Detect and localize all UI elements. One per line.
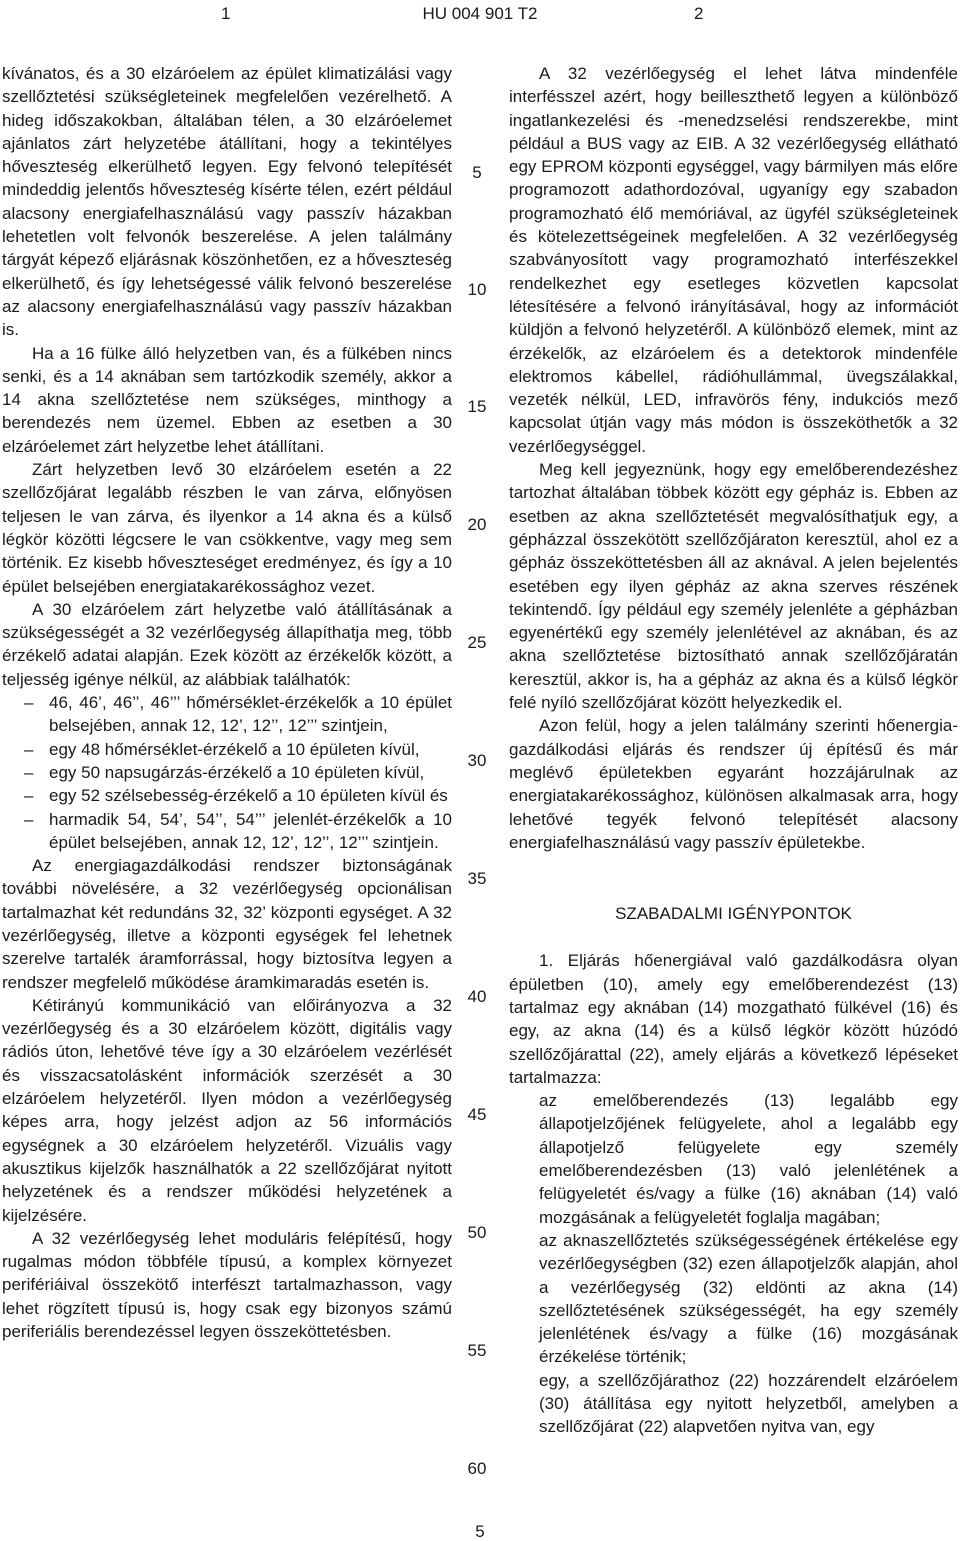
- left-column: [2, 62, 452, 1343]
- line-number: 5: [472, 163, 482, 182]
- paragraph: Az energiagazdálkodási rendszer biztonságának további növelésére, a 32 vezérlőegység opcionálisan tartalmazhat két redundáns 32, 32’ központi egységet. A 32 vezérlőegység, illetve a központi egységek fel lehetnek szerelve tartalék áramforrással, hogy biztosítva legyen a rendszer megfelelő működése áramkimaradás esetén is.: [2, 856, 452, 992]
- paragraph: A 32 vezérlőegység el lehet látva mindenféle interfésszel azért, hogy beilleszthető legyen a különböző ingatlankezelési és -menedzselési rendszerekbe, mint például a BUS vagy az EIB. A 32 vezérlőegység ellátható egy EPROM központi egységgel, vagy bármilyen más előre programozott adathordozóval, ugyanígy egy szabadon programozható élő memóriával, az ügyfél szükségleteinek és kötelezettségeinek megfelelően. A 32 vezérlőegység szabványosított vagy programozható interfészekkel rendelkezhet egy esetleges közvetlen kapcsolat létesítésére a felvonó irányításával, hogy az információt küldjön a felvonó helyzetéről. A különböző elemek, mint az érzékelők, az elzáróelem és a detektorok mindenféle elektromos kábellel, rádióhullámmal, üvegszálakkal, vezeték nélkül, LED, infravörös fény, indukciós mező kapcsolat útján vagy más módon is összeköthetők a 32 vezérlőegységgel.: [509, 64, 958, 456]
- list-item: – egy 52 szélsebesség-érzékelő a 10 épületen kívül és: [2, 784, 452, 807]
- paragraph: kívánatos, és a 30 elzáróelem az épület klimatizálási vagy szellőztetési szükségleteinek megfelelően vezérelhető. A hideg időszakokban, általában télen, a 30 elzáróelemet ajánlatos zárt helyzetébe átállítani, hogy a tekintélyes hőveszteség elkerülhető legyen. Egy felvonó telepítését mindeddig jelentős hőveszteség kísérte télen, ezért például alacsony energiafelhasználású vagy passzív házakban lehetetlen volt felvonók beszerelése. A jelen találmány tárgyát képező eljárásnak köszönhetően, ez a hőveszteség elkerülhető, és így lehetségessé válik felvonó beszerelése az alacsony energiafelhasználású vagy passzív házakban is.: [2, 64, 452, 340]
- claim-step: az emelőberendezés (13) legalább egy állapotjelzőjének felügyelete, ahol a legalább egy állapotjelző felügyelete egy személy emelőberendezésben (13) való jelenlétének a felügyeletét és/vagy a fülke (16) aknában (14) való mozgásának a felügyeletét foglalja magában;: [539, 1091, 958, 1227]
- left-column-number: 1: [221, 4, 231, 23]
- line-number: 35: [467, 869, 487, 888]
- line-number: 50: [467, 1223, 487, 1242]
- paragraph: Zárt helyzetben levő 30 elzáróelem esetén a 22 szellőzőjárat legalább részben le van zárva, előnyösen teljesen le van zárva, és ilyenkor a 14 akna és a külső légkör közötti légcsere le van csökkentve, vagy meg sem történik. Ez kisebb hőveszteséget eredményez, és így a 10 épület belsejében energiatakarékossághoz vezet.: [2, 460, 452, 596]
- line-number: 25: [467, 633, 487, 652]
- paragraph: Ha a 16 fülke álló helyzetben van, és a fülkében nincs senki, és a 14 aknában sem tartózkodik személy, akkor a 14 akna szellőztetése nem szükséges, minthogy a berendezés nem üzemel. Ebben az esetben a 30 elzáróelemet zárt helyzetbe lehet átállítani.: [2, 343, 452, 456]
- list-item: – egy 50 napsugárzás-érzékelő a 10 épületen kívül,: [2, 761, 452, 784]
- line-number: 20: [467, 515, 487, 534]
- list-item: – harmadik 54, 54’, 54’’, 54’’’ jelenlét-érzékelők a 10 épület belsejében, annak 12, 12’, 12’’, 12’’’ szintjein.: [2, 808, 452, 855]
- patent-number: HU 004 901 T2: [422, 4, 538, 23]
- claim-steps: [509, 1089, 958, 1438]
- line-number: 10: [467, 280, 487, 299]
- claim-step: az aknaszellőztetés szükségességének értékelése egy vezérlőegységben (32) ezen állapotjelzők alapján, ahol a vezérlőegység (32) eldönti az akna (14) szellőztetésének szükségességét, ha egy személy jelenlétének és/vagy a fülke (16) mozgásának érzékelése történik;: [539, 1230, 958, 1367]
- line-number: 40: [467, 987, 487, 1006]
- paragraph: A 30 elzáróelem zárt helyzetbe való átállításának a szükségességét a 32 vezérlőegység állapíthatja meg, több érzékelő adatai alapján. Ezek között az érzékelők között, a teljesség igénye nélkül, az alábbiak találhatók:: [2, 599, 452, 689]
- paragraph: Meg kell jegyeznünk, hogy egy emelőberendezéshez tartozhat általában többek között egy gépház is. Ebben az esetben az akna szellőztetését megvalósíthatjuk egy, a gépházzal összekötött szellőzőjáraton keresztül, ahol ez a gépház összeköttetésben áll az aknával. A jelen bejelentés esetében egy ilyen gépház az akna szerves részének tekintendő. Így például egy személy jelenléte a gépházban egyenértékű egy személy jelenlétével az aknában, és az akna szellőztetése biztosítható annak szellőzőjáratán keresztül, akkor is, ha a gépház az akna és a külső légkör felé nyíló szellőzőjárat között helyezkedik el.: [509, 460, 958, 713]
- line-number: 60: [467, 1459, 487, 1478]
- claim-1: 1. Eljárás hőenergiával való gazdálkodásra olyan épületben (10), amely egy emelőberendezést (13) tartalmaz egy aknában (14) mozgatható fülkével (16) és egy, az akna (14) és a külső légkör között húzódó szellőzőjárattal (22), amely eljárás a következő lépéseket tartalmazza:: [509, 951, 958, 1087]
- line-number: 45: [467, 1105, 487, 1124]
- paragraph: Kétirányú kommunikáció van előirányozva a 32 vezérlőegység és a 30 elzáróelem között, digitális vagy rádiós úton, lehetővé téve így a 30 elzáróelem vezérlését és visszacsatolásként információk szerzését a 30 elzáróelem helyzetéről. Ilyen módon a vezérlőegység képes arra, hogy jelzést adjon az 56 információs egységnek a 30 elzáróelem helyzetéről. Vizuális vagy akusztikus kijelzők használhatók a 22 szellőzőjárat nyitott helyzetének és a rendszer működési helyzetének a kijelzésére.: [2, 995, 452, 1225]
- page-number: 5: [475, 1522, 485, 1541]
- claims-heading: SZABADALMI IGÉNYPONTOK: [615, 904, 852, 924]
- paragraph: Azon felül, hogy a jelen találmány szerinti hőenergia-gazdálkodási eljárás és rendszer új építésű és már meglévő épületekben egyaránt hozzájárulnak az energiatakarékossághoz, különösen alkalmasak arra, hogy lehetővé tegyék felvonó telepítését alacsony energiafelhasználású vagy passzív épületekbe.: [509, 716, 958, 852]
- list-item: – 46, 46’, 46’’, 46’’’ hőmérséklet-érzékelők a 10 épület belsejében, annak 12, 12’, 12’’, 12’’’ szintjein,: [2, 691, 452, 738]
- paragraph: A 32 vezérlőegység lehet moduláris felépítésű, hogy rugalmas módon többféle típusú, a komplex környezet perifériáival összekötő interfészt tartalmazhasson, vagy lehet rögzített típusú is, hogy csak egy bizonyos számú periferiális berendezéssel legyen összeköttetésben.: [2, 1228, 452, 1342]
- line-number: 30: [467, 751, 487, 770]
- right-column: [509, 62, 958, 1439]
- sensor-list: [2, 691, 452, 854]
- right-column-number: 2: [694, 4, 704, 23]
- page-header: [0, 0, 960, 30]
- line-number: 55: [467, 1341, 487, 1360]
- claim-step: egy, a szellőzőjárathoz (22) hozzárendelt elzáróelem (30) átállítása egy nyitott helyzetből, amelyben a szellőzőjárat (22) alapvetően nyitva van, egy: [539, 1370, 958, 1437]
- line-number: 15: [467, 397, 487, 416]
- list-item: – egy 48 hőmérséklet-érzékelő a 10 épületen kívül,: [2, 738, 452, 761]
